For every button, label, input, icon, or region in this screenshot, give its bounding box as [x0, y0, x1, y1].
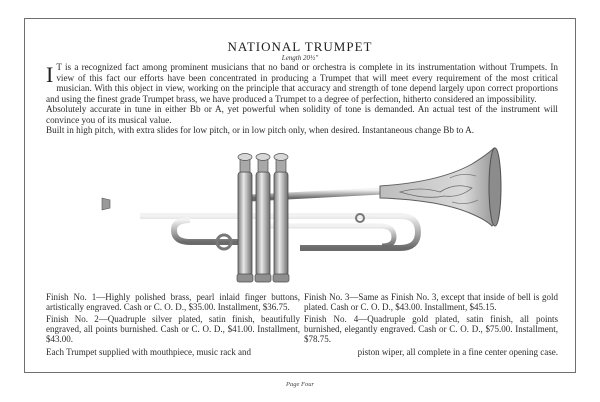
- intro-paragraph-3: Built in high pitch, with extra slides for low pitch, or in low pitch only, when desired. Instantaneous change Bb to A.: [46, 125, 475, 135]
- finish-2: Finish No. 2—Quadruple silver plated, satin finish, beautifully engraved, all points burnished. Cash or C. O. D., $41.00. Installment, $43.00.: [46, 313, 300, 345]
- accessories-note: [46, 347, 558, 357]
- finish-4: Finish No. 4—Quadruple gold plated, satin finish, all points burnished, elegantly engraved. Cash or C. O. D., $75.00. Installment, $78.75.: [304, 313, 558, 345]
- drop-cap: I: [46, 62, 54, 87]
- finish-options: [46, 292, 558, 358]
- length-subtitle: Length 20½": [281, 54, 319, 62]
- accessories-note-right: piston wiper, all complete in a fine center opening case.: [357, 347, 558, 358]
- finish-column-right: [304, 292, 558, 345]
- intro-paragraph-1-text: T is a recognized fact among prominent musicians that no band or orchestra is complete in its instrumentation without Trumpets. In view of this fact our efforts have been concentrated in producing a Trumpet that will meet every requirement of the most critical musician. With this object in view, working on the principle that accuracy and strength of tone depend largely upon correct proportions and using the finest grade Trumpet brass, we have produced a Trumpet to a degree of perfection, hitherto considered an impossibility.: [46, 62, 558, 104]
- intro-text: [46, 62, 558, 136]
- intro-paragraph-1: [46, 62, 558, 104]
- finish-3: Finish No. 3—Same as Finish No. 3, except that inside of bell is gold plated. Cash or C. O. D., $43.00. Installment, $45.15.: [304, 292, 558, 313]
- page-title: NATIONAL TRUMPET: [227, 39, 373, 54]
- trumpet-illustration: [100, 142, 508, 290]
- finish-columns: [46, 292, 558, 345]
- finish-column-left: [46, 292, 300, 345]
- intro-paragraph-2: Absolutely accurate in tune in either Bb or A, yet powerful when solidity of tone is demanded. An actual test of the instrument will convince you of its musical value.: [46, 104, 558, 125]
- finish-1: Finish No. 1—Highly polished brass, pearl inlaid finger buttons, artistically engraved. Cash or C. O. D., $35.00. Installment, $36.75.: [46, 292, 300, 313]
- page-number: Page Four: [286, 381, 314, 388]
- accessories-note-left: Each Trumpet supplied with mouthpiece, music rack and: [46, 347, 251, 358]
